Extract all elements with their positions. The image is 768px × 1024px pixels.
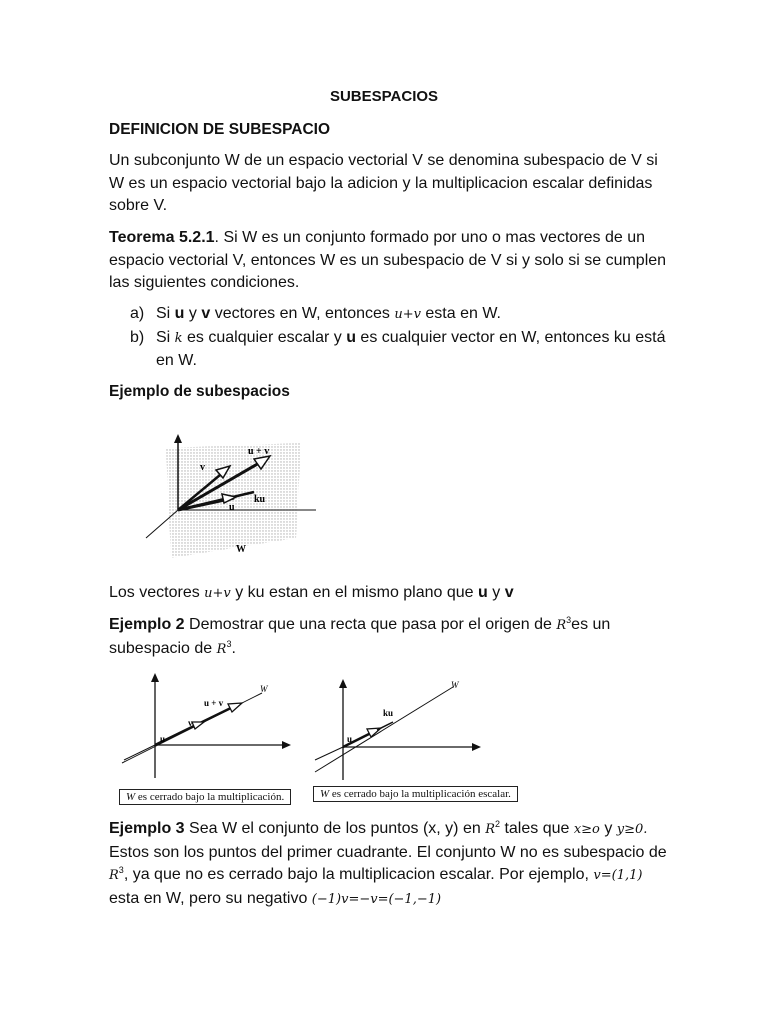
label-w: W (260, 684, 268, 694)
caption-text: es cerrado bajo la multiplicación. (135, 791, 285, 803)
math-expression: u+v (204, 586, 231, 601)
depth-axis (124, 745, 155, 760)
theorem-paragraph (109, 227, 669, 295)
line-addition-figure (112, 668, 292, 786)
text: y (599, 820, 617, 837)
list-marker: b) (130, 328, 145, 346)
example3-paragraph (109, 818, 669, 911)
text: es cualquier vector en W, entonces ku está en W. (156, 328, 666, 369)
text: Los vectores (109, 584, 205, 601)
label-u-plus-v: u + v (248, 446, 270, 457)
caption-text: es cerrado bajo la multiplicación escalar. (329, 788, 511, 800)
math-expression: u+v (394, 307, 421, 322)
math-expression: R (485, 822, 495, 837)
bold-v: v (504, 584, 514, 601)
subspace-plane-figure (136, 428, 326, 568)
text: Estos son los puntos del primer cuadrante. El conjunto W no es subespacio de (109, 843, 667, 861)
label-u: u (347, 734, 353, 744)
theorem-text: . Si W es un conjunto formado por uno o mas vectores de un espacio vectorial V, entonces W es un subespacio de V si y solo si se cumplen las siguientes condiciones. (109, 229, 667, 291)
superscript: 3 (118, 865, 124, 875)
depth-axis (315, 747, 343, 760)
superscript: 2 (494, 819, 500, 829)
text: Sea W el conjunto de los puntos (x, y) en (184, 820, 486, 837)
conditions-list (130, 303, 670, 373)
plane-shading (166, 443, 301, 558)
vectors-plane-sentence (109, 582, 669, 606)
caption-w: W (126, 791, 136, 803)
example3-label: Ejemplo 3 (109, 820, 185, 837)
math-expression: R (216, 641, 227, 657)
caption-w: W (320, 788, 330, 800)
list-item (130, 327, 670, 373)
math-expression: R (556, 618, 567, 633)
definition-paragraph: Un subconjunto W de un espacio vectorial V se denomina subespacio de V si W es un espacio vectorial bajo la adicion y la multiplicacion escalar definidas sobre V. (109, 152, 658, 214)
text: y ku estan en el mismo plano que (230, 584, 479, 601)
superscript: 3 (226, 638, 232, 649)
text: esta en W, pero su negativo (109, 889, 312, 907)
text: , ya que no es cerrado bajo la multiplicacion escalar. Por ejemplo, (123, 866, 594, 883)
example2-label: Ejemplo 2 (109, 616, 185, 633)
label-ku: ku (383, 708, 394, 718)
text: . (231, 639, 236, 657)
text: es un subespacio de (109, 616, 611, 657)
text: y (184, 305, 202, 322)
label-v: v (200, 462, 205, 473)
label-w: W (451, 680, 459, 690)
text: esta en W. (420, 305, 501, 322)
figure3-caption (313, 786, 518, 802)
math-expression: R (109, 868, 119, 883)
bold-u: u (346, 328, 356, 346)
math-expression: (−1)v=−v=(−1,−1) (311, 891, 442, 907)
math-expression: v=(1,1) (593, 868, 643, 883)
label-ku: ku (254, 494, 266, 505)
theorem-label: Teorema 5.2.1 (109, 229, 215, 246)
list-marker: a) (130, 305, 145, 322)
bold-u: u (478, 584, 488, 601)
superscript: 3 (566, 615, 572, 625)
math-expression: x≥o (573, 822, 600, 837)
label-u-plus-v: u + v (204, 698, 224, 708)
text: tales que (500, 820, 574, 837)
list-item (130, 303, 670, 327)
definition-heading: DEFINICION DE SUBESPACIO (109, 121, 331, 138)
text: Demostrar que una recta que pasa por el origen de (184, 616, 557, 633)
label-v: v (188, 718, 193, 728)
text: y (487, 584, 505, 601)
label-u: u (229, 502, 235, 513)
line-scalar-figure (305, 672, 485, 784)
text: es cualquier escalar y (182, 328, 347, 346)
math-expression: k (174, 330, 183, 346)
label-u: u (160, 734, 166, 744)
label-w: W (236, 544, 246, 555)
line-w (315, 687, 453, 772)
math-expression: y≥0. (616, 822, 648, 837)
example2-paragraph (109, 614, 669, 661)
page-title: SUBESPACIOS (329, 88, 439, 105)
text: Si (156, 328, 175, 346)
bold-u: u (174, 305, 185, 322)
example-heading: Ejemplo de subespacios (109, 383, 290, 400)
bold-v: v (201, 305, 211, 322)
text: Si (156, 305, 175, 322)
figure2-caption (119, 789, 291, 805)
text: vectores en W, entonces (210, 305, 395, 322)
vector-v-head (192, 722, 204, 729)
